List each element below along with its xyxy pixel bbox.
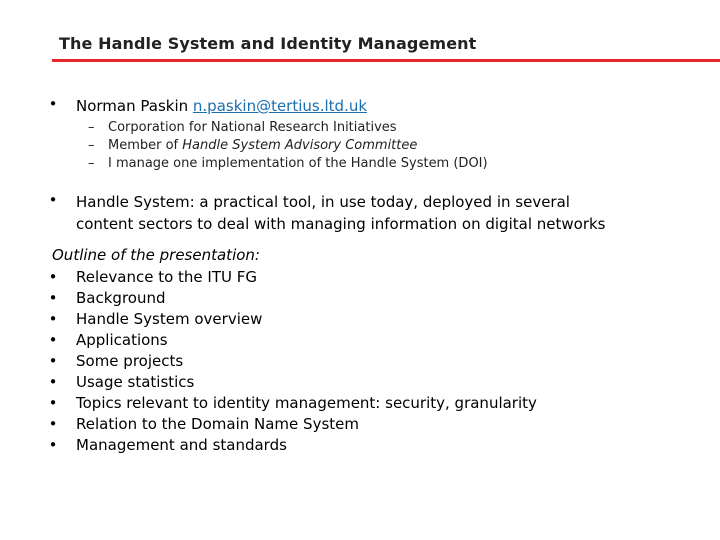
author-line	[76, 95, 367, 117]
outline-list	[46, 267, 537, 456]
author-name: Norman Paskin	[76, 97, 189, 115]
list-item: • Background	[48, 289, 166, 307]
sub-item-1: – Corporation for National Research Initiatives	[88, 120, 397, 135]
list-item: • Topics relevant to identity management: security, granularity	[48, 394, 537, 412]
list-item: • Management and standards	[48, 436, 287, 454]
outline-heading: Outline of the presentation:	[52, 246, 260, 264]
slide-title: The Handle System and Identity Management	[59, 34, 477, 53]
bullet-author: •	[48, 95, 58, 113]
bullet-handle-system: •	[48, 191, 58, 209]
list-item: • Handle System overview	[48, 310, 263, 328]
list-item: • Relevance to the ITU FG	[48, 268, 257, 286]
list-item: • Relation to the Domain Name System	[48, 415, 359, 433]
title-underline	[52, 59, 720, 62]
list-item: • Some projects	[48, 352, 184, 370]
sub-item-3: – I manage one implementation of the Handle System (DOI)	[88, 156, 488, 171]
handle-system-description: Handle System: a practical tool, in use today, deployed in several content sectors to deal with managing information on digital networks	[76, 193, 606, 233]
list-item: • Usage statistics	[48, 373, 195, 391]
list-item: • Applications	[48, 331, 168, 349]
author-email-link[interactable]: n.paskin@tertius.ltd.uk	[192, 97, 368, 115]
sub-item-2: – Member of Handle System Advisory Committee	[88, 138, 418, 153]
